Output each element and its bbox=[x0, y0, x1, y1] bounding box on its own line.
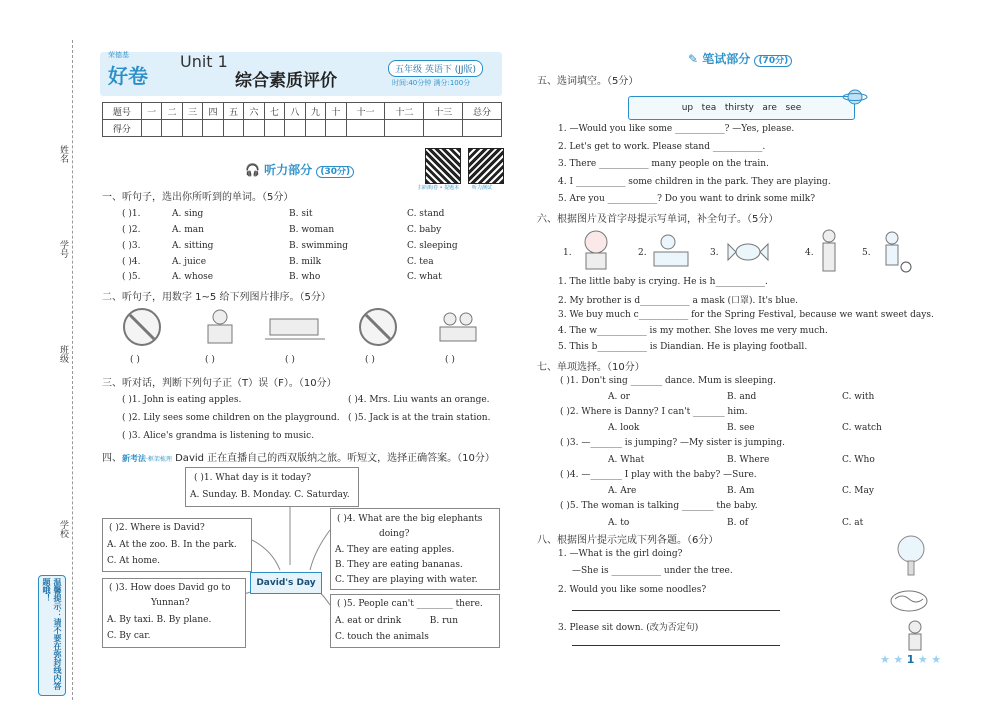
q1-row: ( )3. bbox=[122, 241, 141, 251]
option[interactable]: C. Who bbox=[842, 455, 875, 465]
score-cell[interactable] bbox=[385, 120, 424, 137]
options[interactable]: A. eat or drink B. run bbox=[335, 616, 459, 626]
question-text: ( )5. People can't ________ there. bbox=[337, 599, 483, 609]
answer-blank[interactable]: ( ) bbox=[365, 355, 375, 365]
score-cell[interactable] bbox=[264, 120, 284, 137]
tree-icon bbox=[898, 536, 924, 575]
q6-title: 六、根据图片及首字母提示写单词，补全句子。（5分） bbox=[537, 214, 779, 225]
pic-number: 5. bbox=[862, 248, 871, 258]
answer-line[interactable] bbox=[572, 610, 780, 611]
score-cell[interactable] bbox=[182, 120, 202, 137]
table-cell: 十一 bbox=[346, 103, 385, 120]
class-label: 班级 bbox=[58, 345, 68, 363]
options[interactable]: C. At home. bbox=[107, 556, 161, 566]
options[interactable]: C. touch the animals bbox=[335, 632, 429, 642]
grade-badge: 五年级 英语下 (JJ版) bbox=[388, 60, 483, 77]
q8-title: 八、根据图片提示完成下列各题。（6分） bbox=[537, 535, 719, 546]
qr-code bbox=[468, 148, 504, 184]
brand-logo: 好卷 bbox=[108, 64, 148, 88]
mind-map-box-5 bbox=[330, 594, 500, 648]
writing-score: (70分) bbox=[754, 55, 792, 67]
answer-line[interactable] bbox=[572, 645, 780, 646]
question-text: ( )1. What day is it today? bbox=[194, 473, 312, 483]
options[interactable]: A. Sunday. B. Monday. C. Saturday. bbox=[190, 490, 350, 500]
table-cell: 七 bbox=[264, 103, 284, 120]
table-cell: 十三 bbox=[424, 103, 463, 120]
table-cell: 十 bbox=[326, 103, 346, 120]
q1-row: ( )2. bbox=[122, 225, 141, 235]
q1-row: ( )4. bbox=[122, 257, 141, 267]
q2-pictures bbox=[120, 305, 500, 351]
noodles-icon bbox=[891, 591, 927, 611]
q1-row: ( )1. bbox=[122, 209, 141, 219]
people-sitting-icon bbox=[440, 313, 476, 341]
option[interactable]: A. to bbox=[608, 518, 630, 528]
option[interactable]: A. What bbox=[608, 455, 645, 465]
score-cell[interactable] bbox=[305, 120, 325, 137]
qr-code bbox=[425, 148, 461, 184]
id-label: 学号 bbox=[58, 240, 68, 258]
option[interactable]: B. Am bbox=[727, 486, 755, 496]
option[interactable]: C. with bbox=[842, 392, 875, 402]
pic-number: 1. bbox=[563, 248, 572, 258]
choice-question: ( )3. —_______ is jumping? —My sister is jumping. bbox=[560, 438, 785, 448]
fill-item[interactable]: 1. —Would you like some ___________? —Yes, please. bbox=[558, 124, 795, 134]
new-method-tag: 新考法 bbox=[122, 454, 146, 463]
q2-title: 二、听句子，用数字 1~5 给下列图片排序。（5分） bbox=[102, 292, 331, 303]
option[interactable]: B. sit bbox=[289, 209, 313, 219]
unit-label: Unit 1 bbox=[180, 52, 228, 71]
planet-icon bbox=[842, 86, 868, 108]
q1-title: 一、听句子，选出你所听到的单词。（5分） bbox=[102, 192, 294, 203]
fill-item[interactable]: 2. My brother is d___________ a mask (口罩). It's blue. bbox=[558, 296, 799, 306]
table-cell: 四 bbox=[203, 103, 223, 120]
answer-blank[interactable]: ( ) bbox=[285, 355, 295, 365]
choice-question: ( )5. The woman is talking _______ the baby. bbox=[560, 501, 758, 511]
pic-number: 3. bbox=[710, 248, 719, 258]
table-cell: 五 bbox=[223, 103, 243, 120]
answer-blank[interactable]: ( ) bbox=[130, 355, 140, 365]
qr-caption: 听力测试 bbox=[472, 185, 493, 191]
score-cell[interactable] bbox=[162, 120, 182, 137]
question-text: ( )3. How does David go to bbox=[109, 583, 231, 593]
q7-title: 七、单项选择。（10分） bbox=[537, 362, 645, 373]
choice-question: ( )2. Where is Danny? I can't _______ him. bbox=[560, 407, 748, 417]
q5-title: 五、选词填空。（5分） bbox=[537, 76, 639, 87]
fill-item[interactable]: 4. I ___________ some children in the park. They are playing. bbox=[558, 177, 831, 187]
table-cell: 十二 bbox=[385, 103, 424, 120]
option[interactable]: C. at bbox=[842, 518, 864, 528]
fill-item[interactable]: 4. The w___________ is my mother. She loves me very much. bbox=[558, 326, 828, 336]
q1-row: ( )5. bbox=[122, 272, 141, 282]
q8-item: 3. Please sit down. (改为否定句) bbox=[558, 623, 699, 633]
table-cell: 三 bbox=[182, 103, 202, 120]
options[interactable]: C. By car. bbox=[107, 631, 151, 641]
listening-score: (30分) bbox=[316, 166, 354, 178]
question-text: Yunnan? bbox=[151, 598, 190, 608]
table-cell: 八 bbox=[285, 103, 305, 120]
option[interactable]: B. and bbox=[727, 392, 757, 402]
question-text: doing? bbox=[379, 529, 410, 539]
fill-item[interactable]: 1. The little baby is crying. He is h___________. bbox=[558, 277, 768, 287]
score-cell[interactable] bbox=[141, 120, 161, 137]
question-text: ( )2. Where is David? bbox=[109, 523, 205, 533]
time-info: 时间:40分钟 满分:100分 bbox=[392, 79, 471, 87]
option[interactable]: C. stand bbox=[407, 209, 445, 219]
score-cell[interactable] bbox=[203, 120, 223, 137]
options[interactable]: A. By taxi. B. By plane. bbox=[107, 615, 212, 625]
option[interactable]: A. Are bbox=[608, 486, 637, 496]
fill-item[interactable]: 2. Let's get to work. Please stand ___________. bbox=[558, 142, 766, 152]
no-swimming-icon bbox=[124, 309, 160, 345]
q8-item: 1. —What is the girl doing? bbox=[558, 549, 683, 559]
tf-item[interactable]: ( )3. Alice's grandma is listening to music. bbox=[122, 431, 315, 441]
table-cell: 二 bbox=[162, 103, 182, 120]
woman-icon bbox=[816, 228, 842, 274]
crying-baby-icon bbox=[576, 228, 616, 272]
table-cell: 六 bbox=[244, 103, 264, 120]
option[interactable]: C. sleeping bbox=[407, 241, 458, 251]
options[interactable]: A. They are eating apples. bbox=[335, 545, 455, 555]
tf-item[interactable]: ( )4. Mrs. Liu wants an orange. bbox=[348, 395, 490, 405]
q8-item: 2. Would you like some noodles? bbox=[558, 585, 707, 595]
table-cell: 题号 bbox=[103, 103, 142, 120]
option[interactable]: B. woman bbox=[289, 225, 335, 235]
score-cell[interactable] bbox=[424, 120, 463, 137]
option[interactable]: A. or bbox=[608, 392, 630, 402]
option[interactable]: C. tea bbox=[407, 257, 434, 267]
option[interactable]: A. sitting bbox=[172, 241, 214, 251]
page-title: 综合素质评价 bbox=[235, 71, 337, 91]
option[interactable]: B. swimming bbox=[289, 241, 349, 251]
q3-title: 三、听对话，判断下列句子正（T）误（F）。（10分） bbox=[102, 378, 337, 389]
score-cell[interactable] bbox=[326, 120, 346, 137]
q4-title: 四、新考法·框架梳理 David 正在直播自己的西双版纳之旅。听短文，选择正确答案。（10分） bbox=[102, 453, 495, 464]
option[interactable]: A. look bbox=[608, 423, 640, 433]
tf-item[interactable]: ( )2. Lily sees some children on the playground. bbox=[122, 413, 340, 423]
seal-line bbox=[72, 40, 73, 700]
option[interactable]: C. May bbox=[842, 486, 874, 496]
option[interactable]: A. juice bbox=[172, 257, 207, 267]
tf-item[interactable]: ( )5. Jack is at the train station. bbox=[348, 413, 491, 423]
mind-map-box-3 bbox=[102, 578, 246, 648]
mind-map-box-1 bbox=[185, 467, 359, 507]
mind-map-center: David's Day bbox=[250, 572, 322, 594]
tf-item[interactable]: ( )1. John is eating apples. bbox=[122, 395, 242, 405]
option[interactable]: A. man bbox=[172, 225, 204, 235]
option[interactable]: A. whose bbox=[172, 272, 214, 282]
option[interactable]: B. Where bbox=[727, 455, 770, 465]
q8-pictures bbox=[885, 535, 935, 655]
mind-map-box-2 bbox=[102, 518, 252, 572]
pic-number: 2. bbox=[638, 248, 647, 258]
table-cell: 九 bbox=[305, 103, 325, 120]
fill-item[interactable]: 5. This b___________ is Diandian. He is playing football. bbox=[558, 342, 808, 352]
table-cell: 一 bbox=[141, 103, 161, 120]
tip-banner: 温馨提示：请不要在弥封线内答题哦！ bbox=[38, 575, 66, 696]
qr-caption: 扫码购卷 • 提题本 bbox=[418, 185, 460, 191]
listening-heading: 🎧 听力部分 (30分) bbox=[245, 161, 354, 178]
score-table bbox=[102, 102, 502, 137]
brand-top: 荣德基 bbox=[108, 51, 129, 59]
options[interactable]: B. They are eating bananas. bbox=[335, 560, 463, 570]
writing-title: 笔试部分 bbox=[702, 52, 751, 66]
candy-icon bbox=[722, 232, 774, 272]
score-cell[interactable] bbox=[346, 120, 385, 137]
name-label: 姓名 bbox=[58, 145, 68, 163]
sitting-child-icon bbox=[909, 621, 921, 650]
option[interactable]: A. sing bbox=[172, 209, 204, 219]
pic-number: 4. bbox=[805, 248, 814, 258]
listening-title: 听力部分 bbox=[264, 163, 313, 177]
mind-map-box-4 bbox=[330, 508, 500, 590]
choice-question: ( )1. Don't sing _______ dance. Mum is sleeping. bbox=[560, 376, 776, 386]
writing-heading: ✎ 笔试部分 (70分) bbox=[688, 50, 792, 67]
fill-item[interactable]: 3. There ___________ many people on the train. bbox=[558, 159, 769, 169]
question-text: ( )4. What are the big elephants bbox=[337, 514, 483, 524]
score-cell[interactable] bbox=[285, 120, 305, 137]
school-label: 学校 bbox=[58, 520, 68, 538]
table-cell: 得分 bbox=[103, 120, 142, 137]
option[interactable]: C. baby bbox=[407, 225, 442, 235]
option[interactable]: C. watch bbox=[842, 423, 882, 433]
options[interactable]: C. They are playing with water. bbox=[335, 575, 478, 585]
answer-blank[interactable]: ( ) bbox=[205, 355, 215, 365]
choice-question: ( )4. —_______ I play with the baby? —Sure. bbox=[560, 470, 757, 480]
fill-item[interactable]: 3. We buy much c___________ for the Spring Festival, because we want sweet days. bbox=[558, 310, 934, 320]
option[interactable]: B. see bbox=[727, 423, 755, 433]
score-cell[interactable] bbox=[244, 120, 264, 137]
drawing-boy-icon bbox=[650, 232, 690, 270]
option[interactable]: C. what bbox=[407, 272, 442, 282]
reading-girl-icon bbox=[208, 310, 232, 343]
option[interactable]: B. who bbox=[289, 272, 321, 282]
option[interactable]: B. of bbox=[727, 518, 749, 528]
no-eating-icon bbox=[360, 309, 396, 345]
football-boy-icon bbox=[876, 230, 914, 274]
score-cell[interactable] bbox=[223, 120, 243, 137]
fill-item[interactable]: —She is ___________ under the tree. bbox=[572, 566, 733, 576]
fill-item[interactable]: 5. Are you ___________? Do you want to drink some milk? bbox=[558, 194, 816, 204]
option[interactable]: B. milk bbox=[289, 257, 322, 267]
score-cell[interactable] bbox=[463, 120, 502, 137]
page-number: ★ ★ 1 ★ ★ bbox=[880, 653, 942, 666]
word-bank: up tea thirsty are see bbox=[628, 96, 855, 120]
table-cell: 总分 bbox=[463, 103, 502, 120]
answer-blank[interactable]: ( ) bbox=[445, 355, 455, 365]
options[interactable]: A. At the zoo. B. In the park. bbox=[107, 540, 237, 550]
train-icon bbox=[265, 319, 325, 339]
